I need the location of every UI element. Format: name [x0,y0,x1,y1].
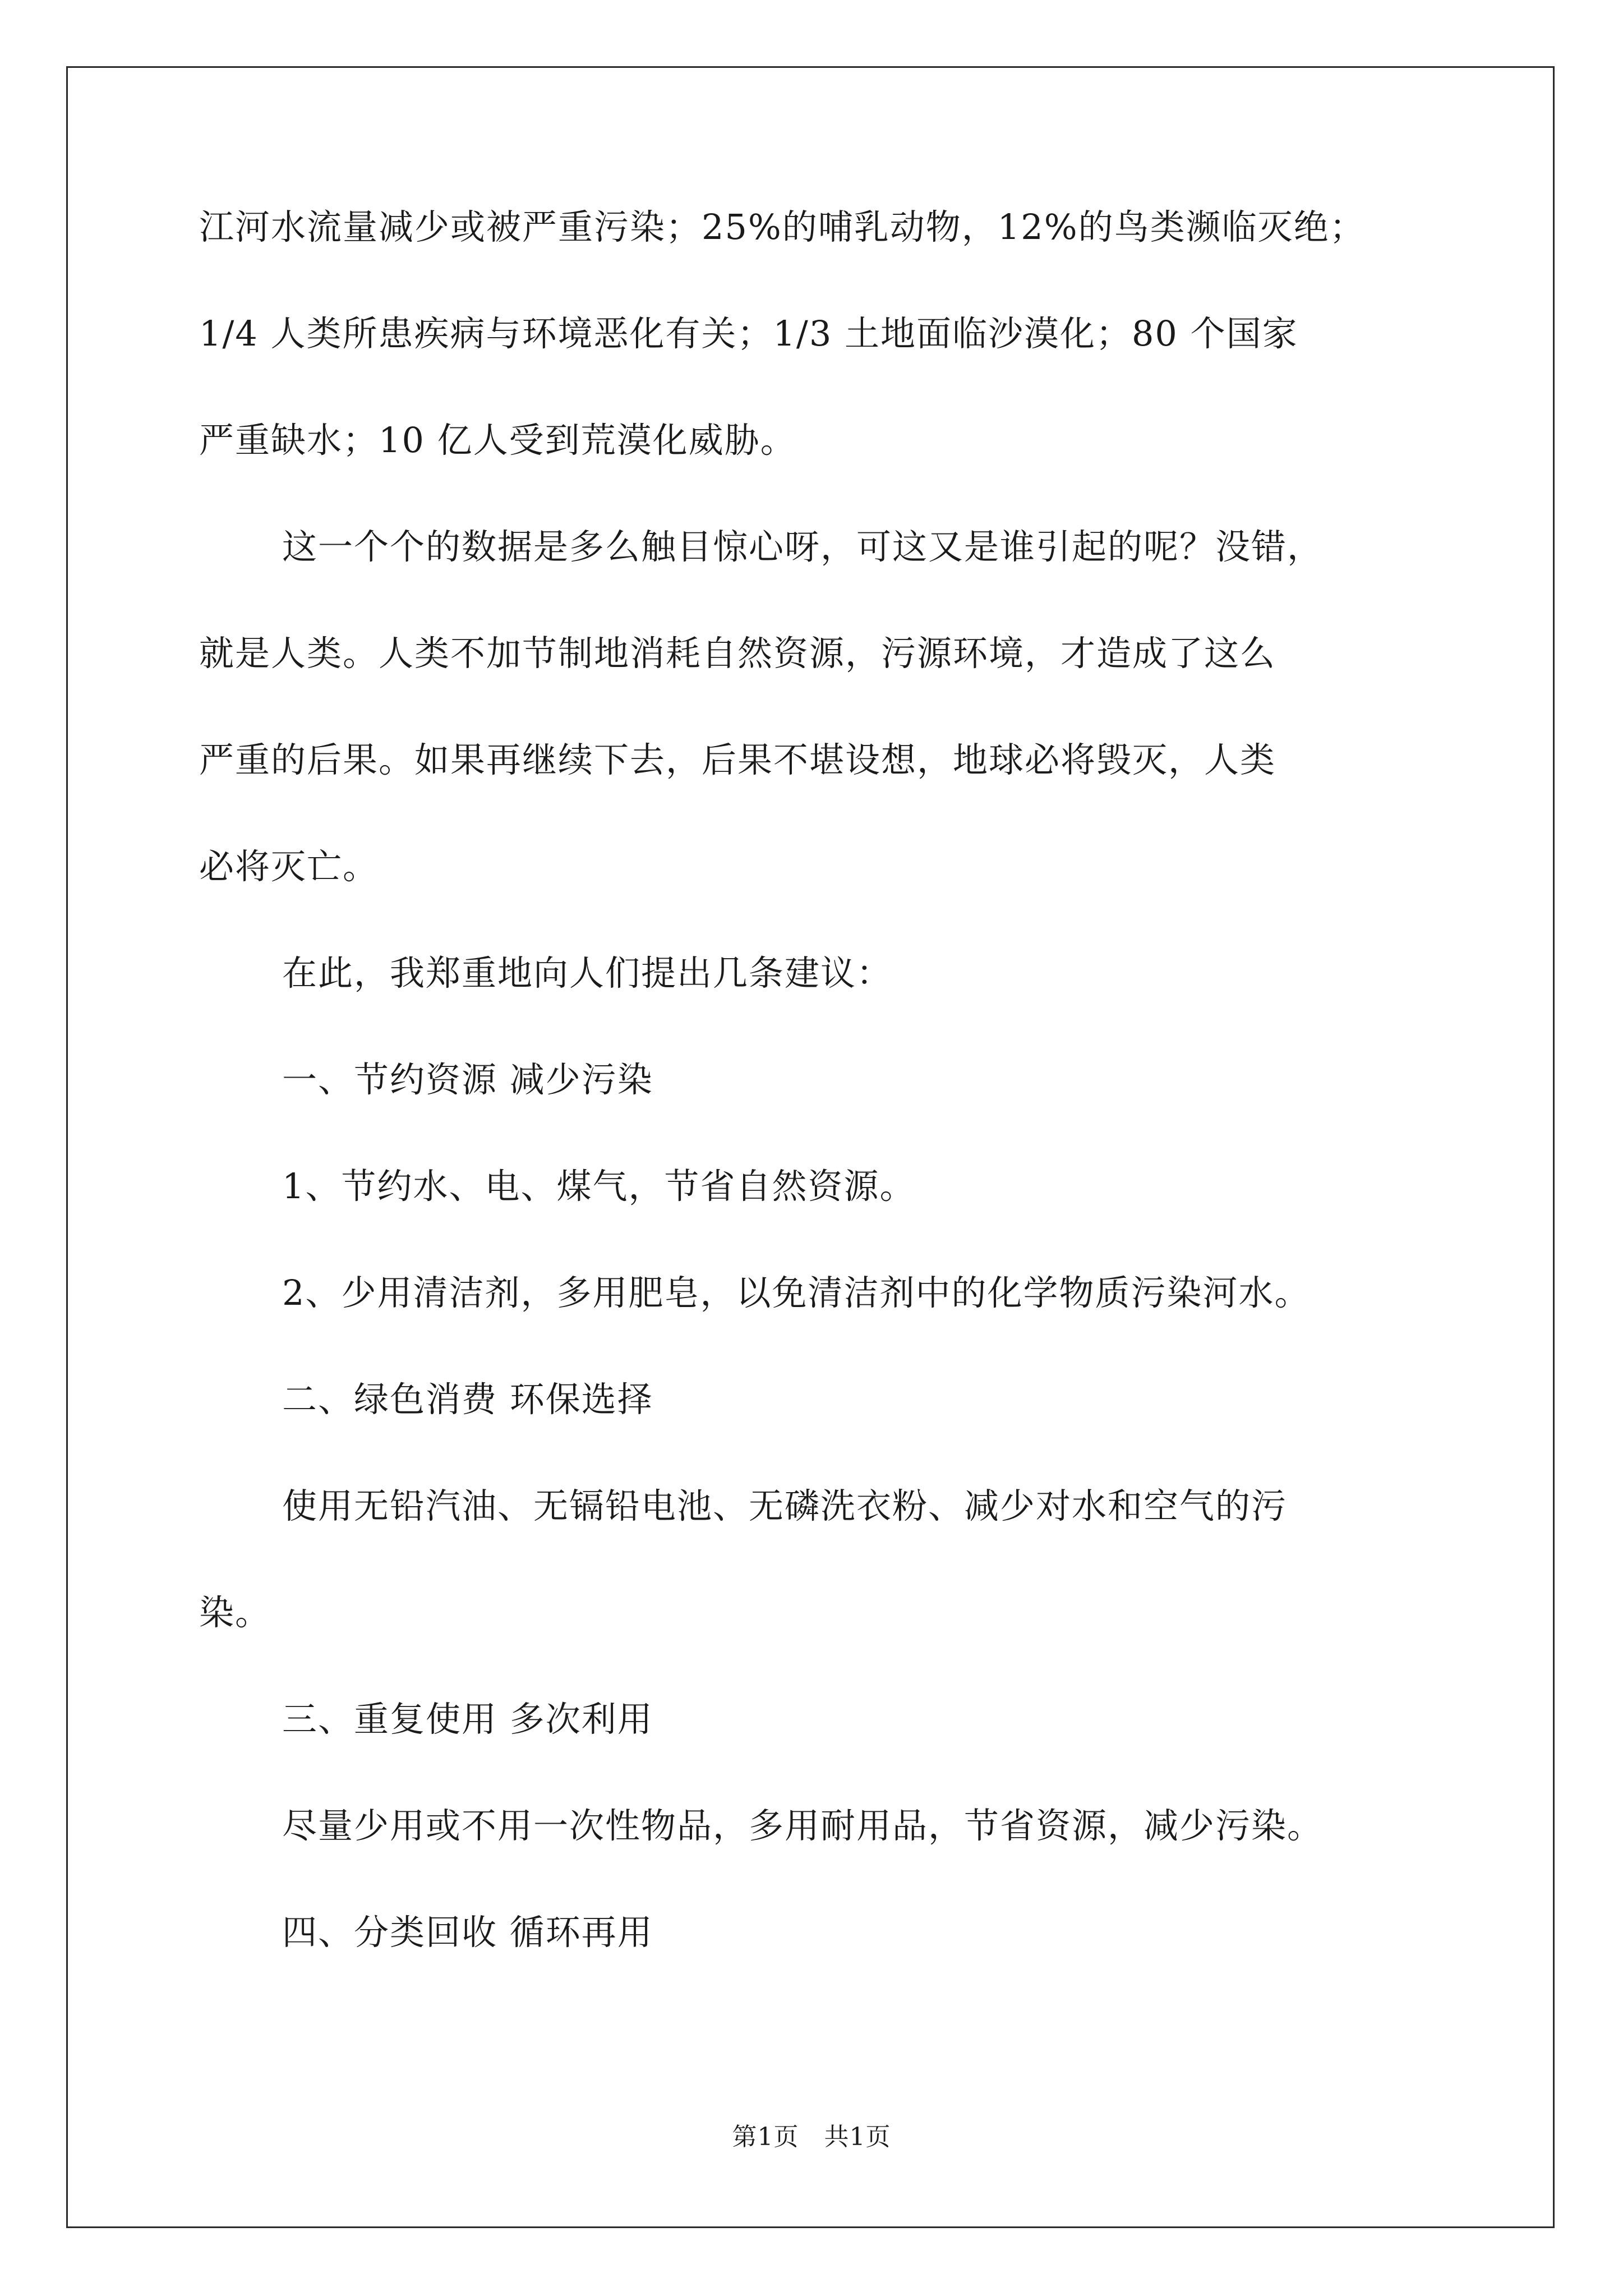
text-line: 江河水流量减少或被严重污染；25%的哺乳动物，12%的鸟类濒临灭绝； [199,206,1366,247]
list-item: 2、少用清洁剂，多用肥皂，以免清洁剂中的化学物质污染河水。 [282,1272,1311,1313]
section-heading: 四、分类回收 循环再用 [282,1912,653,1953]
paragraph-start-line: 使用无铅汽油、无镉铅电池、无磷洗衣粉、减少对水和空气的污 [282,1485,1288,1526]
page-number-footer: 第1页 共1页 [732,2123,891,2151]
section-heading: 三、重复使用 多次利用 [282,1699,653,1740]
section-heading: 一、节约资源 减少污染 [282,1059,653,1100]
paragraph-start-line: 尽量少用或不用一次性物品，多用耐用品，节省资源，减少污染。 [282,1805,1324,1846]
paragraph-start-line: 这一个个的数据是多么触目惊心呀，可这又是谁引起的呢？没错， [282,526,1324,567]
page-border [66,66,1555,2228]
text-line: 染。 [199,1592,271,1633]
text-line: 1/4 人类所患疾病与环境恶化有关；1/3 土地面临沙漠化；80 个国家 [199,313,1298,354]
text-line: 就是人类。人类不加节制地消耗自然资源，污源环境，才造成了这么 [199,633,1276,674]
text-line: 严重的后果。如果再继续下去，后果不堪设想，地球必将毁灭，人类 [199,739,1276,780]
section-heading: 二、绿色消费 环保选择 [282,1379,653,1420]
list-item: 1、节约水、电、煤气，节省自然资源。 [282,1166,916,1207]
paragraph-start-line: 在此，我郑重地向人们提出几条建议： [282,953,893,993]
text-line: 必将灭亡。 [199,846,379,887]
text-line: 严重缺水；10 亿人受到荒漠化威胁。 [199,420,796,461]
